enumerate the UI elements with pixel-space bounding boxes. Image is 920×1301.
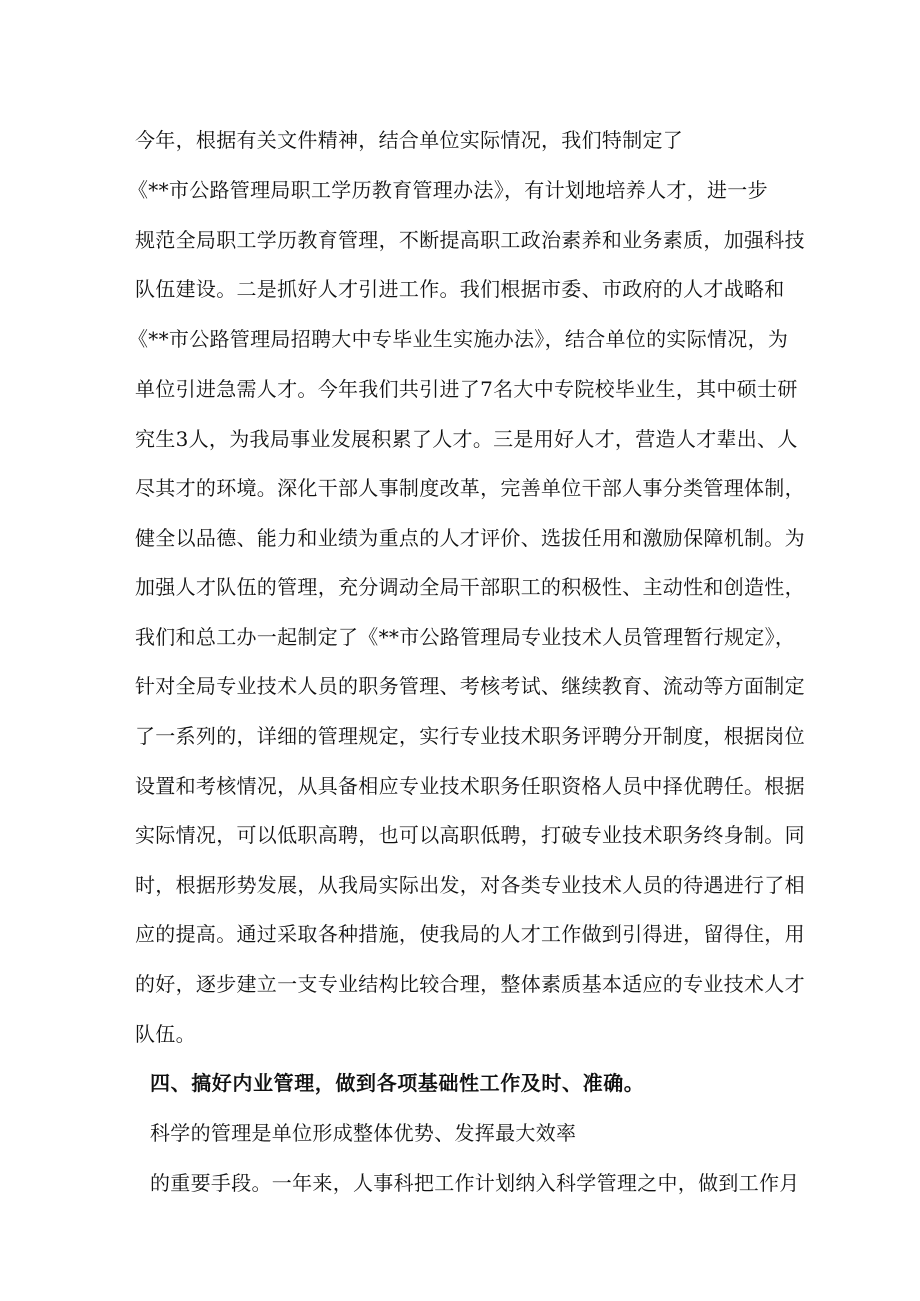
text-line: 《**市公路管理局招聘大中专毕业生实施办法》，结合单位的实际情况，为 [128, 327, 789, 351]
text-line: 设置和考核情况，从具备相应专业技术职务任职资格人员中择优聘任。根据 [135, 774, 805, 798]
text-line: 《**市公路管理局职工学历教育管理办法》，有计划地培养人才，进一步 [128, 178, 768, 202]
text-line: 的好，逐步建立一支专业结构比较合理，整体素质基本适应的专业技术人才 [135, 972, 805, 996]
text-line: 实际情况，可以低职高聘，也可以高职低聘，打破专业技术职务终身制。同 [135, 823, 805, 847]
text-line: 健全以品德、能力和业绩为重点的人才评价、选拔任用和激励保障机制。为 [135, 526, 805, 550]
text-line: 究生3人，为我局事业发展积累了人才。三是用好人才，营造人才辈出、人 [135, 427, 798, 451]
text-line: 今年，根据有关文件精神，结合单位实际情况，我们特制定了 [135, 128, 684, 152]
text-line: 加强人才队伍的管理，充分调动全局干部职工的积极性、主动性和创造性， [135, 575, 805, 599]
section-heading: 四、搞好内业管理，做到各项基础性工作及时、准确。 [150, 1071, 645, 1095]
text-line: 的重要手段。一年来，人事科把工作计划纳入科学管理之中，做到工作月 [150, 1171, 800, 1195]
text-line: 科学的管理是单位形成整体优势、发挥最大效率 [150, 1121, 577, 1145]
text-line: 队伍建设。二是抓好人才引进工作。我们根据市委、市政府的人才战略和 [135, 277, 785, 301]
text-line: 时，根据形势发展，从我局实际出发，对各类专业技术人员的待遇进行了相 [135, 873, 805, 897]
text-line: 我们和总工办一起制定了《**市公路管理局专业技术人员管理暂行规定》， [135, 625, 796, 649]
text-line: 队伍。 [135, 1022, 196, 1046]
text-line: 了一系列的，详细的管理规定，实行专业技术职务评聘分开制度，根据岗位 [135, 724, 805, 748]
text-line: 尽其才的环境。深化干部人事制度改革，完善单位干部人事分类管理体制， [135, 476, 805, 500]
text-line: 针对全局专业技术人员的职务管理、考核考试、继续教育、流动等方面制定 [135, 674, 805, 698]
text-line: 单位引进急需人才。今年我们共引进了7名大中专院校毕业生，其中硕士研 [135, 377, 798, 401]
text-line: 应的提高。通过采取各种措施，使我局的人才工作做到引得进，留得住，用 [135, 922, 805, 946]
text-line: 规范全局职工学历教育管理，不断提高职工政治素养和业务素质，加强科技 [135, 228, 805, 252]
